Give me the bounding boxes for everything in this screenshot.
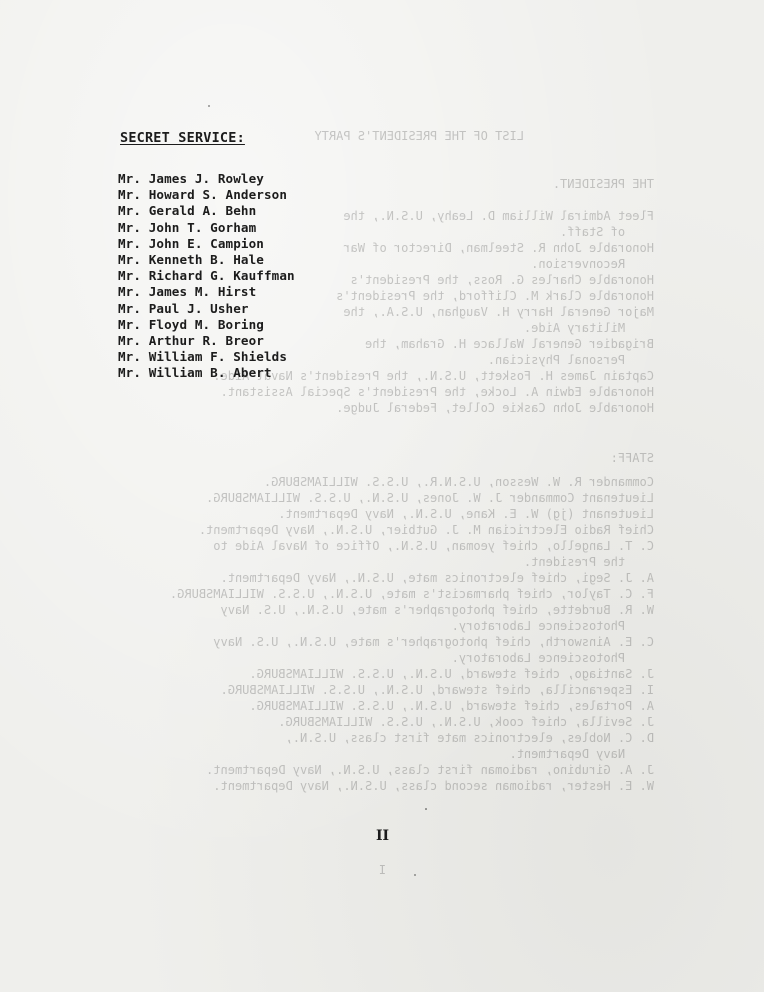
list-item: Mr. Richard G. Kauffman <box>118 268 295 284</box>
list-item: Mr. Floyd M. Boring <box>118 316 264 332</box>
page-number: II <box>376 828 390 844</box>
list-item: Mr. Howard S. Anderson <box>118 187 288 203</box>
secret-service-list <box>118 171 295 382</box>
paper-speck <box>208 105 210 107</box>
list-item: Mr. James J. Rowley <box>118 171 264 186</box>
list-item: Mr. Arthur R. Breor <box>118 333 264 349</box>
list-item: Mr. William B. Abert <box>118 365 272 381</box>
list-item: Mr. Kenneth B. Hale <box>118 252 264 268</box>
heading-text: SECRET SERVICE: <box>120 130 245 146</box>
section-heading <box>120 130 245 146</box>
list-item: Mr. John T. Gorham <box>118 219 257 235</box>
list-item: Mr. James M. Hirst <box>118 284 257 300</box>
list-item: Mr. John E. Campion <box>118 235 264 251</box>
list-item: Mr. Gerald A. Behn <box>118 203 257 219</box>
reverse-side-bleed-through: LIST OF THE PRESIDENT'S PARTY THE PRESIDENT. Fleet Admiral William D. Leahy, U.S.N., the of Staff. Honorable John R. Steelman, Director of War Reconversion. Honorable Charles G. Ross, the President's Honorable Clark M. Clifford, the President's Major General Harry H. Vaughan, U.S.A., the Military Aide. Brigadier General Wallace H. Graham, the Personal Physician. Captain James H. Foskett, U.S.N., the President's Naval Aide. Honorable Edwin A. Locke, the President's Special Assistant. Honorable John Caskie Collet, Federal Judge. STAFF: Commander R. W. Wesson, U.S.N.R., U.S.S. WILLIAMSBURG. Lieutenant Commander J. W. Jones, U.S.N., U.S.S. WILLIAMSBURG. Lieutenant (jg) W. E. Kane, U.S.N., Navy Department. Chief Radio Electrician M. J. Gutbier, U.S.N., Navy Department. C. T. Langello, chief yeoman, U.S.N., Office of Naval Aide to the President. A. J. Segi, chief electronics mate, U.S.N., Navy Department. F. C. Taylor, chief pharmacist's mate, U.S.N., U.S.S. WILLIAMSBURG. W. R. Burdette, chief photographer's mate, U.S.N., U.S. Navy Photoscience Laboratory. C. E. Ainsworth, chief photographer's mate, U.S.N., U.S. Navy Photoscience Laboratory. J. Santiago, chief steward, U.S.N., U.S.S. WILLIAMSBURG. I. Esperancilla, chief steward, U.S.N., U.S.S. WILLIAMSBURG. A. Portales, chief steward, U.S.N., U.S.S. WILLIAMSBURG. J. Sevilla, chief cook, U.S.N., U.S.S. WILLIAMSBURG. D. C. Nobles, electronics mate first class, U.S.N., Navy Department. J. A. Girubino, radioman first class, U.S.N., Navy Department. W. E. Hester, radioman second class, U.S.N., Navy Department. I <box>169 129 654 877</box>
list-item: Mr. Paul J. Usher <box>118 300 249 316</box>
list-item: Mr. William F. Shields <box>118 349 288 365</box>
paper-speck <box>414 874 416 876</box>
paper-speck <box>425 808 427 810</box>
